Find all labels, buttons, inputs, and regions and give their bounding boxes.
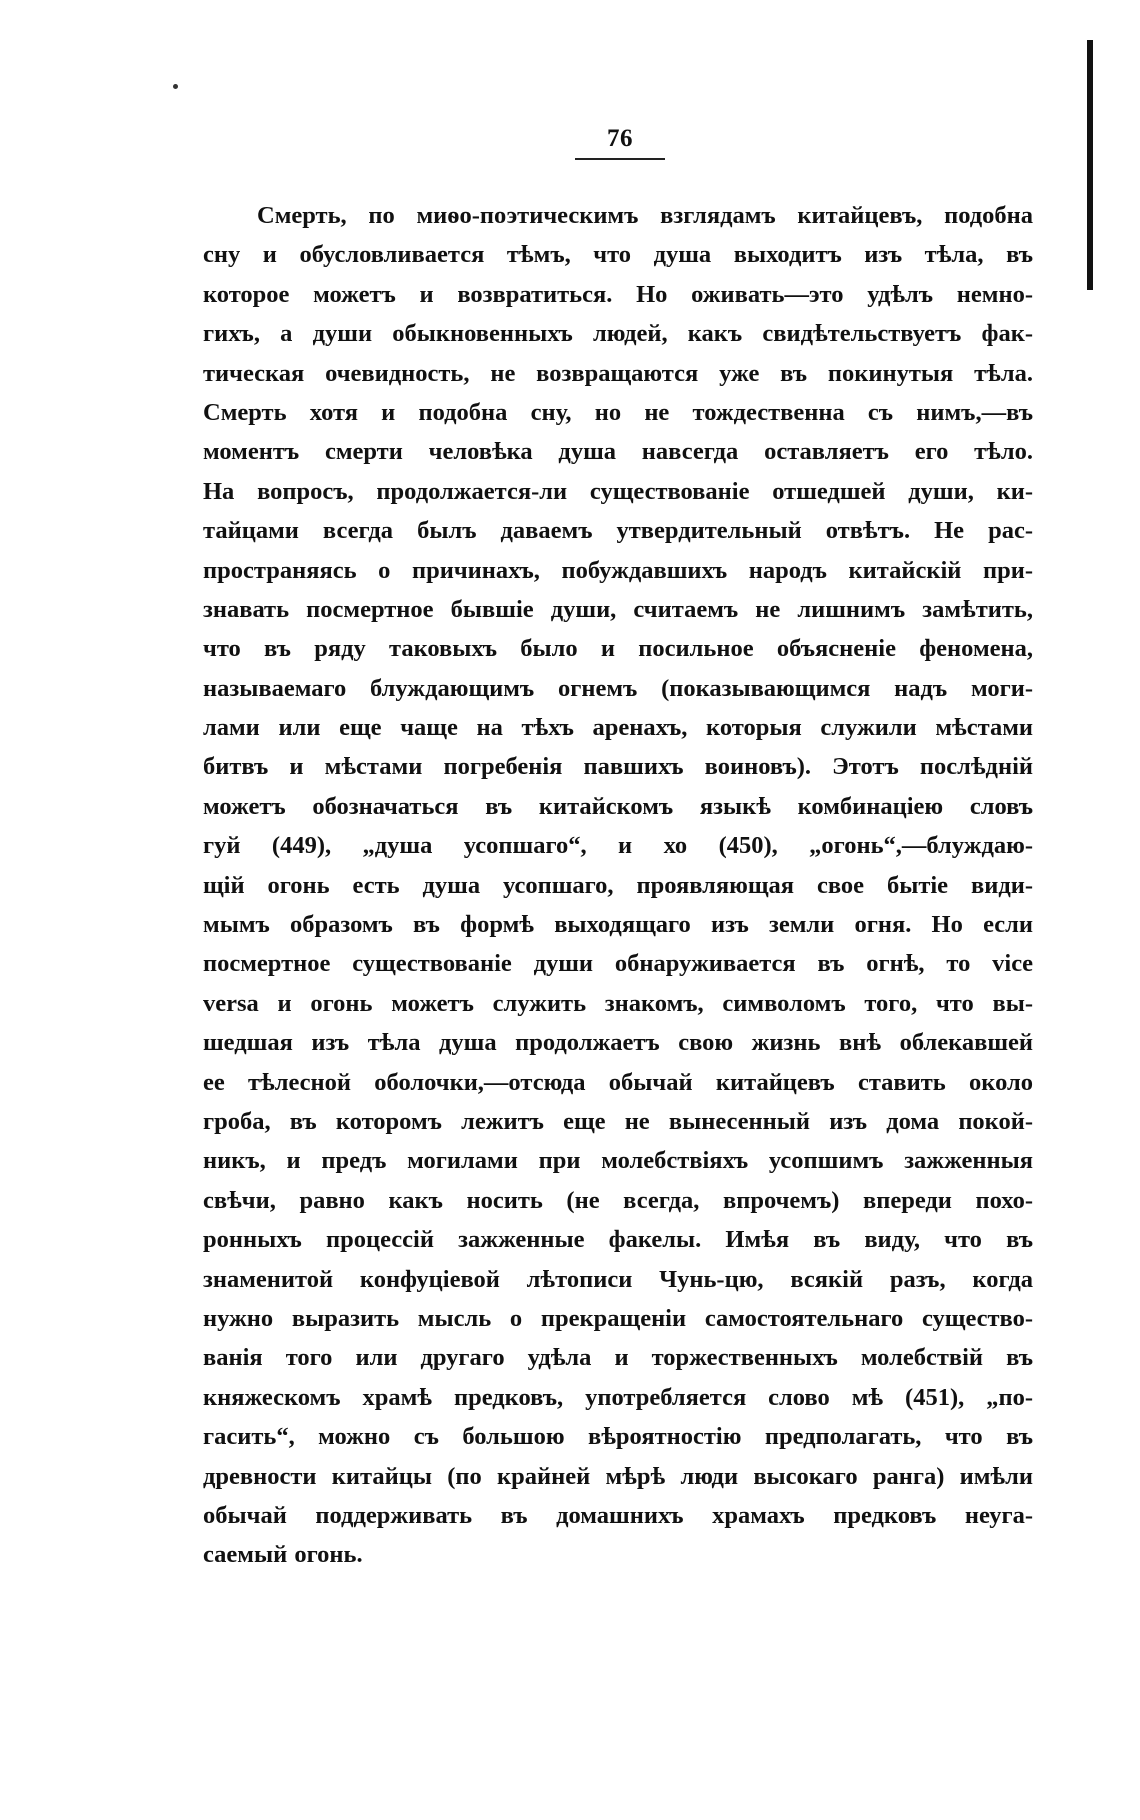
scan-dot — [173, 84, 178, 89]
text-line: древности китайцы (по крайней мѣрѣ люди высокаго ранга) имѣли — [203, 1462, 1033, 1490]
text-line: гроба, въ которомъ лежитъ еще не вынесенный изъ дома покой- — [203, 1107, 1033, 1135]
text-line: называемаго блуждающимъ огнемъ (показывающимся надъ моги- — [203, 674, 1033, 702]
text-line: Смерть, по миѳо-поэтическимъ взглядамъ китайцевъ, подобна — [257, 202, 1033, 229]
text-line: лами или еще чаще на тѣхъ аренахъ, которыя служили мѣстами — [203, 714, 1033, 742]
text-line: можетъ обозначаться въ китайскомъ языкѣ комбинаціею словъ — [203, 792, 1033, 820]
text-line: versa и огонь можетъ служить знакомъ, символомъ того, что вы- — [203, 989, 1033, 1017]
text-line: гихъ, а души обыкновенныхъ людей, какъ свидѣтельствуетъ фак- — [203, 320, 1033, 348]
text-line: знавать посмертное бывшіе души, считаемъ не лишнимъ замѣтить, — [203, 595, 1033, 623]
text-line: ронныхъ процессій зажженные факелы. Имѣя въ виду, что въ — [203, 1226, 1033, 1254]
text-line: тайцами всегда былъ даваемъ утвердительный отвѣтъ. Не рас- — [203, 517, 1033, 545]
text-line: посмертное существованіе души обнаруживается въ огнѣ, то vice — [203, 950, 1033, 978]
text-line: которое можетъ и возвратиться. Но оживать—это удѣлъ немно- — [203, 280, 1033, 308]
text-line: нужно выразить мысль о прекращеніи самостоятельнаго существо- — [203, 1304, 1033, 1332]
body-paragraph — [203, 196, 1033, 1575]
text-line: княжескомъ храмѣ предковъ, употребляется слово мѣ (451), „по- — [203, 1383, 1033, 1411]
text-line: ванія того или другаго удѣла и торжественныхъ молебствій въ — [203, 1344, 1033, 1372]
text-line: что въ ряду таковыхъ было и посильное объясненіе феномена, — [203, 635, 1033, 663]
text-line: мымъ образомъ въ формѣ выходящаго изъ земли огня. Но если — [203, 911, 1033, 939]
text-line: свѣчи, равно какъ носить (не всегда, впрочемъ) впереди похо- — [203, 1186, 1033, 1214]
text-line: моментъ смерти человѣка душа навсегда оставляетъ его тѣло. — [203, 438, 1033, 466]
text-line: тическая очевидность, не возвращаются уже въ покинутыя тѣла. — [203, 359, 1033, 387]
page-number-rule — [575, 158, 665, 160]
text-line: знаменитой конфуціевой лѣтописи Чунь-цю, всякій разъ, когда — [203, 1265, 1033, 1293]
scan-edge-mark — [1087, 40, 1093, 290]
text-line: шедшая изъ тѣла душа продолжаетъ свою жизнь внѣ облекавшей — [203, 1029, 1033, 1057]
text-line: щій огонь есть душа усопшаго, проявляющая свое бытіе види- — [203, 871, 1033, 899]
text-line: пространяясь о причинахъ, побуждавшихъ народъ китайскій при- — [203, 556, 1033, 584]
text-line: гуй (449), „душа усопшаго“, и хо (450), „огонь“,—блуждаю- — [203, 832, 1033, 860]
text-line: сну и обусловливается тѣмъ, что душа выходитъ изъ тѣла, въ — [203, 241, 1033, 269]
text-line: обычай поддерживать въ домашнихъ храмахъ предковъ неуга- — [203, 1501, 1033, 1529]
text-line: На вопросъ, продолжается-ли существованіе отшедшей души, ки- — [203, 477, 1033, 505]
text-line: гасить“, можно съ большою вѣроятностію предполагать, что въ — [203, 1423, 1033, 1451]
text-line: Смерть хотя и подобна сну, но не тождественна съ нимъ,—въ — [203, 398, 1033, 426]
page-number: 76 — [607, 125, 633, 152]
text-line: битвъ и мѣстами погребенія павшихъ воиновъ). Этотъ послѣдній — [203, 753, 1033, 781]
text-line: саемый огонь. — [203, 1541, 363, 1569]
text-line: никъ, и предъ могилами при молебствіяхъ усопшимъ зажженныя — [203, 1147, 1033, 1175]
text-line: ее тѣлесной оболочки,—отсюда обычай китайцевъ ставить около — [203, 1068, 1033, 1096]
